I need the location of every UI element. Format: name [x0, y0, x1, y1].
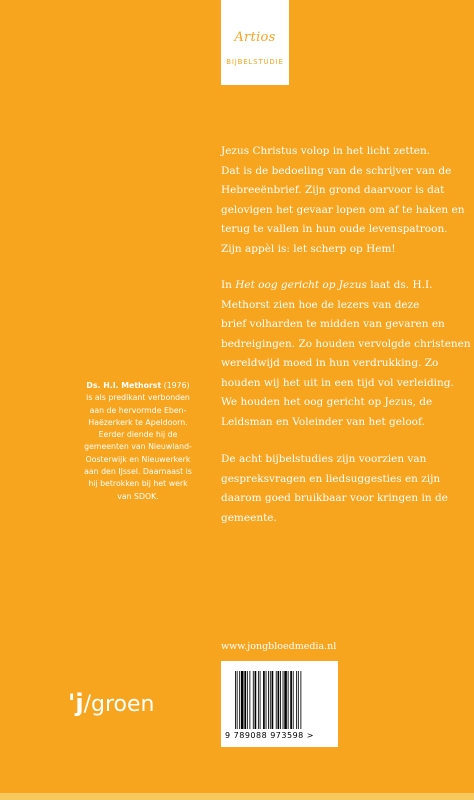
- author-line: aan den IJssel. Daarnaast is: [84, 467, 192, 477]
- barcode-bar: [296, 671, 297, 729]
- barcode-bar: [278, 671, 280, 729]
- barcode-bar: [249, 671, 250, 729]
- blurb-line: Methorst zien hoe de lezers van deze: [221, 298, 420, 311]
- publisher-website: www.jongbloedmedia.nl: [221, 641, 337, 652]
- barcode-bar: [253, 671, 254, 729]
- barcode-bars: [235, 671, 330, 729]
- barcode-bar: [270, 671, 271, 729]
- blurb-line: We houden het oog gericht op Jezus, de: [221, 396, 433, 408]
- blurb-line: gespreksvragen en liedsuggesties en zijn: [221, 472, 441, 485]
- isbn-barcode: [221, 661, 338, 747]
- author-line: van SDOK.: [117, 491, 159, 501]
- barcode-bar: [266, 671, 267, 729]
- publisher-name: /groen: [83, 692, 155, 717]
- publisher-logo: [68, 689, 154, 717]
- barcode-bar: [241, 671, 244, 729]
- blurb-text: laat ds. H.I.: [366, 279, 433, 291]
- author-line: aan de hervormde Eben-: [89, 405, 187, 415]
- blurb-line: brief volharden te midden van gevaren en: [221, 318, 445, 330]
- author-line: gemeenten van Nieuwland-: [84, 442, 192, 452]
- author-line: Eerder diende hij de: [98, 430, 178, 440]
- blurb-line: gelovigen het gevaar lopen om af te haken en: [221, 203, 465, 216]
- barcode-bar: [300, 671, 301, 729]
- isbn-digits: 9 789088 973598 >: [225, 731, 314, 740]
- author-line: hij betrokken bij het werk: [88, 479, 188, 489]
- barcode-bar: [298, 671, 299, 729]
- barcode-bar: [276, 671, 277, 729]
- barcode-bar: [284, 671, 287, 729]
- author-line: Oosterwijk en Nieuwerkerk: [85, 454, 191, 464]
- author-bio: [68, 380, 208, 503]
- barcode-bar: [263, 671, 265, 729]
- barcode-bar: [260, 671, 261, 729]
- blurb-line: Leidsman en Voleinder van het geloof.: [221, 415, 425, 428]
- bottom-edge-strip: [0, 793, 474, 800]
- blurb-line: bedreigingen. Zo houden vervolgde christenen: [221, 337, 471, 350]
- barcode-bar: [247, 671, 248, 729]
- author-year: (1976): [161, 381, 190, 390]
- blurb-line: wereldwijd moed in hun verdrukking. Zo: [221, 357, 439, 369]
- blurb-line: [221, 276, 441, 296]
- blurb-line: Hebreeënbrief. Zijn grond daarvoor is dat: [221, 184, 445, 196]
- author-name: Ds. H.I. Methorst: [86, 381, 162, 390]
- blurb-line: Dat is de bedoeling van de schrijver van de: [221, 164, 452, 177]
- blurb-paragraph-2: [221, 276, 471, 432]
- author-line: Haëzerkerk te Apeldoorn.: [88, 417, 188, 427]
- blurb-line: De acht bijbelstudies zijn voorzien van: [221, 453, 427, 465]
- blurb-text: In: [221, 279, 236, 291]
- series-tab: [221, 0, 289, 85]
- barcode-bar: [255, 671, 257, 729]
- blurb-paragraph-3: [221, 450, 448, 528]
- author-heading: [68, 380, 208, 392]
- blurb-line: Jezus Christus volop in het licht zetten.: [221, 145, 431, 157]
- author-line: is als predikant verbonden: [86, 393, 190, 403]
- blurb-line: gemeente.: [221, 511, 277, 524]
- barcode-bar: [290, 671, 292, 729]
- blurb-paragraph-1: [221, 142, 465, 259]
- barcode-bar: [280, 671, 281, 729]
- series-logo: Artios: [234, 30, 276, 45]
- blurb-line: Zijn appèl is: let scherp op Hem!: [221, 242, 396, 255]
- book-title: Het oog gericht op Jezus: [235, 279, 367, 291]
- blurb-line: daarom goed bruikbaar voor kringen in de: [221, 492, 448, 504]
- barcode-bar: [272, 671, 274, 729]
- series-name: BIJBELSTUDIE: [226, 58, 284, 66]
- barcode-bar: [244, 671, 246, 729]
- barcode-bar: [283, 671, 284, 729]
- publisher-mark: 'j: [68, 689, 84, 717]
- barcode-bar: [258, 671, 259, 729]
- blurb-line: terug te vallen in hun oude levenspatroon.: [221, 223, 448, 235]
- barcode-bar: [237, 671, 238, 729]
- blurb-line: houden wij het uit in een tijd vol verleiding.: [221, 376, 454, 389]
- barcode-bar: [268, 671, 269, 729]
- barcode-bar: [239, 671, 240, 729]
- barcode-bar: [235, 671, 236, 729]
- barcode-bar: [288, 671, 289, 729]
- barcode-bar: [293, 671, 294, 729]
